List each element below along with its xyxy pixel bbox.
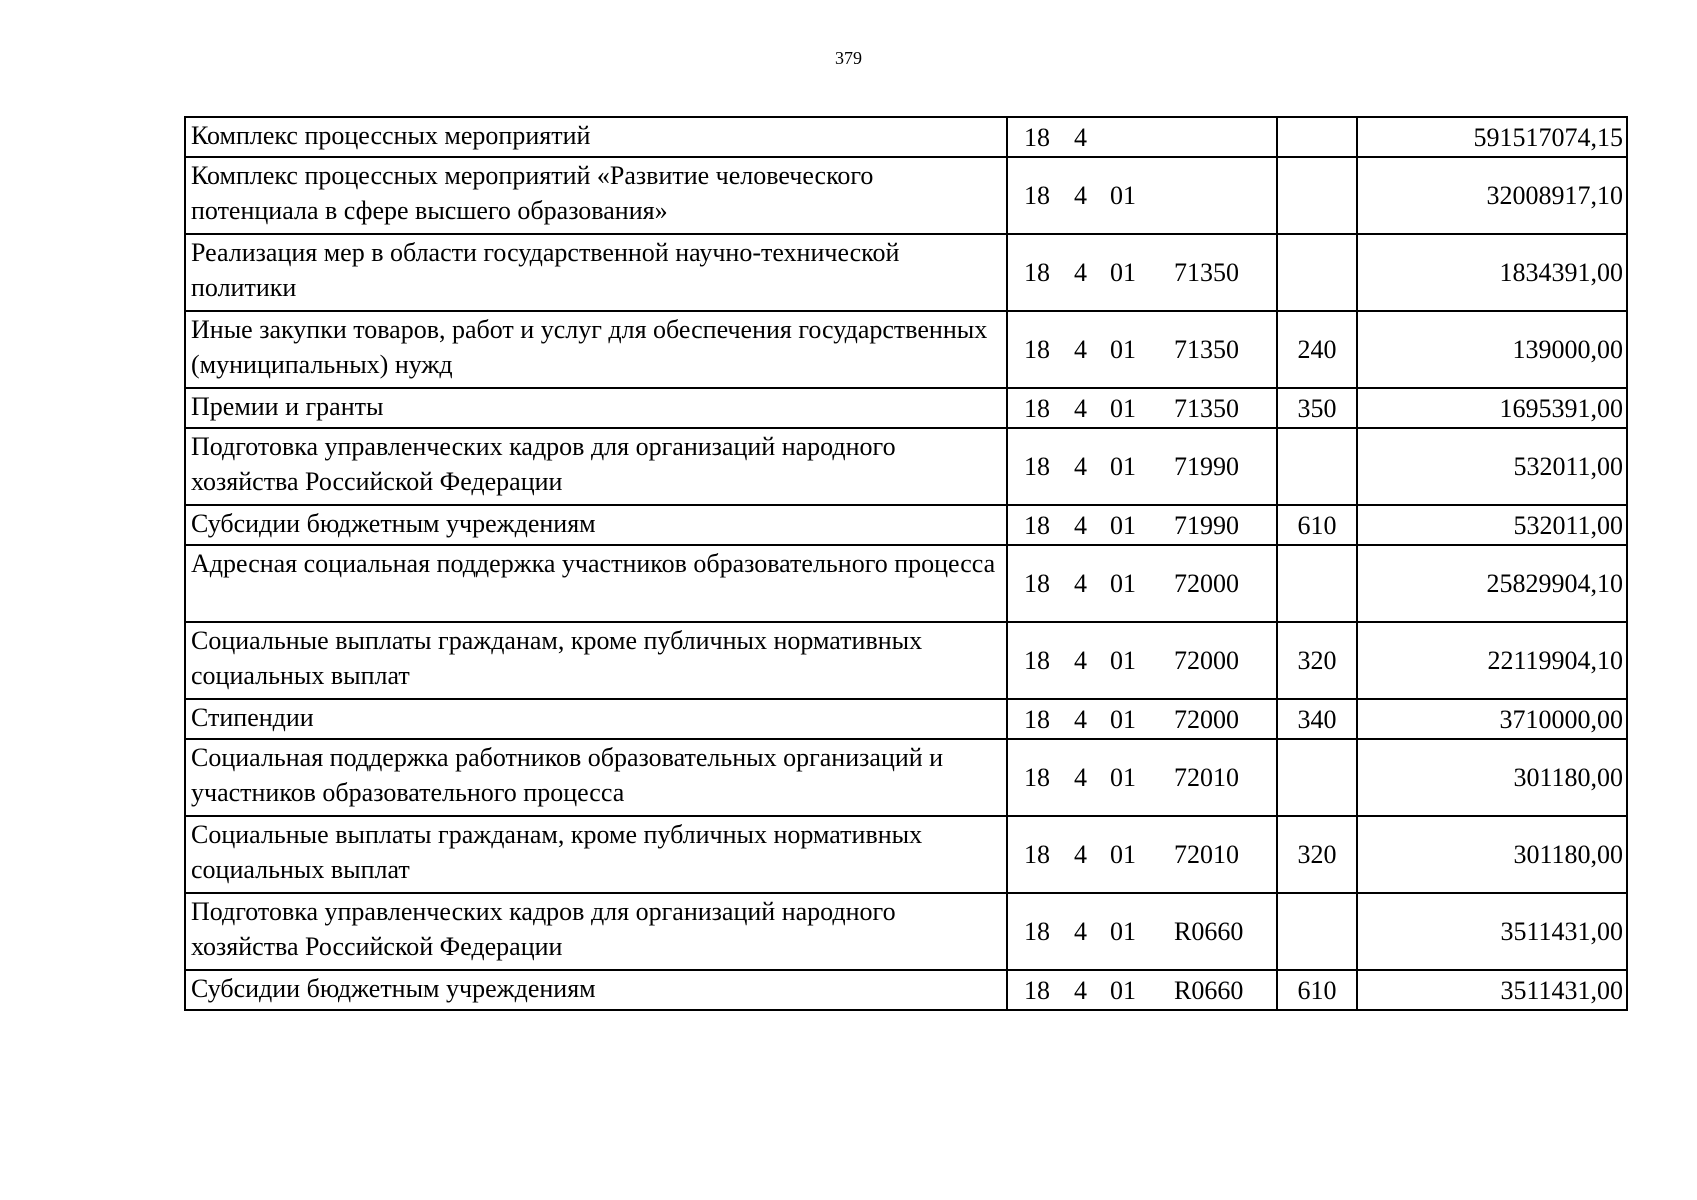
code-type: 4 xyxy=(1074,510,1087,540)
table-row xyxy=(185,505,1627,545)
row-name: Комплекс процессных мероприятий «Развитие человеческого потенциала в сфере высшего образования» xyxy=(185,157,1007,234)
row-name: Реализация мер в области государственной научно-технической политики xyxy=(185,234,1007,311)
row-expense-type xyxy=(1277,234,1357,311)
code-type: 4 xyxy=(1074,452,1087,481)
row-amount: 22119904,10 xyxy=(1357,622,1627,699)
row-amount: 532011,00 xyxy=(1357,428,1627,505)
code-program: 18 xyxy=(1024,452,1050,481)
code-type: 4 xyxy=(1074,840,1087,869)
row-expense-type xyxy=(1277,545,1357,622)
code-structure: 01 xyxy=(1110,452,1136,481)
code-type: 4 xyxy=(1074,122,1087,152)
row-amount: 139000,00 xyxy=(1357,311,1627,388)
code-program: 18 xyxy=(1024,122,1050,152)
table-row xyxy=(185,428,1627,505)
row-name: Премии и гранты xyxy=(185,388,1007,428)
row-name: Субсидии бюджетным учреждениям xyxy=(185,505,1007,545)
table-row xyxy=(185,234,1627,311)
code-type: 4 xyxy=(1074,181,1087,210)
row-expense-type: 340 xyxy=(1277,699,1357,739)
row-code xyxy=(1007,505,1277,545)
row-expense-type xyxy=(1277,739,1357,816)
row-code xyxy=(1007,157,1277,234)
row-code xyxy=(1007,545,1277,622)
code-type: 4 xyxy=(1074,646,1087,675)
table-row xyxy=(185,816,1627,893)
row-name: Комплекс процессных мероприятий xyxy=(185,117,1007,157)
row-name: Социальные выплаты гражданам, кроме публичных нормативных социальных выплат xyxy=(185,816,1007,893)
code-direction: R0660 xyxy=(1174,917,1244,946)
code-program: 18 xyxy=(1024,646,1050,675)
code-direction: 72000 xyxy=(1174,569,1239,598)
table-row xyxy=(185,739,1627,816)
page-number: 379 xyxy=(835,48,862,68)
row-amount: 301180,00 xyxy=(1357,739,1627,816)
row-name: Иные закупки товаров, работ и услуг для обеспечения государственных (муниципальных) нужд xyxy=(185,311,1007,388)
row-expense-type xyxy=(1277,428,1357,505)
row-code xyxy=(1007,622,1277,699)
table-row xyxy=(185,545,1627,622)
row-amount: 3511431,00 xyxy=(1357,970,1627,1010)
code-direction: 71990 xyxy=(1174,510,1239,540)
row-code xyxy=(1007,970,1277,1010)
code-structure: 01 xyxy=(1110,917,1136,946)
row-name: Субсидии бюджетным учреждениям xyxy=(185,970,1007,1010)
code-direction: 72000 xyxy=(1174,704,1239,734)
code-program: 18 xyxy=(1024,393,1050,423)
code-program: 18 xyxy=(1024,181,1050,210)
table-row xyxy=(185,893,1627,970)
code-structure: 01 xyxy=(1110,646,1136,675)
row-name: Социальная поддержка работников образовательных организаций и участников образовательного процесса xyxy=(185,739,1007,816)
code-structure: 01 xyxy=(1110,763,1136,792)
code-structure: 01 xyxy=(1110,393,1136,423)
code-program: 18 xyxy=(1024,258,1050,287)
row-expense-type: 240 xyxy=(1277,311,1357,388)
row-expense-type: 320 xyxy=(1277,622,1357,699)
table-row xyxy=(185,699,1627,739)
code-structure: 01 xyxy=(1110,335,1136,364)
table-row xyxy=(185,970,1627,1010)
code-program: 18 xyxy=(1024,763,1050,792)
row-expense-type xyxy=(1277,157,1357,234)
code-direction: 71350 xyxy=(1174,335,1239,364)
code-program: 18 xyxy=(1024,840,1050,869)
code-type: 4 xyxy=(1074,258,1087,287)
row-code xyxy=(1007,816,1277,893)
code-program: 18 xyxy=(1024,975,1050,1005)
code-direction: 72010 xyxy=(1174,763,1239,792)
code-type: 4 xyxy=(1074,335,1087,364)
row-amount: 3511431,00 xyxy=(1357,893,1627,970)
code-direction: 71350 xyxy=(1174,393,1239,423)
row-code xyxy=(1007,893,1277,970)
row-expense-type: 610 xyxy=(1277,505,1357,545)
row-name: Подготовка управленческих кадров для организаций народного хозяйства Российской Федерации xyxy=(185,893,1007,970)
row-code xyxy=(1007,739,1277,816)
row-code xyxy=(1007,388,1277,428)
row-name: Адресная социальная поддержка участников образовательного процесса xyxy=(185,545,1007,622)
row-name: Стипендии xyxy=(185,699,1007,739)
row-amount: 1695391,00 xyxy=(1357,388,1627,428)
row-amount: 32008917,10 xyxy=(1357,157,1627,234)
table-row xyxy=(185,157,1627,234)
row-expense-type xyxy=(1277,893,1357,970)
table-row xyxy=(185,622,1627,699)
row-name: Социальные выплаты гражданам, кроме публичных нормативных социальных выплат xyxy=(185,622,1007,699)
code-type: 4 xyxy=(1074,763,1087,792)
code-direction: 72010 xyxy=(1174,840,1239,869)
code-program: 18 xyxy=(1024,335,1050,364)
row-expense-type xyxy=(1277,117,1357,157)
code-structure: 01 xyxy=(1110,840,1136,869)
row-amount: 25829904,10 xyxy=(1357,545,1627,622)
code-structure: 01 xyxy=(1110,704,1136,734)
code-program: 18 xyxy=(1024,569,1050,598)
table-row xyxy=(185,117,1627,157)
code-type: 4 xyxy=(1074,569,1087,598)
row-amount: 301180,00 xyxy=(1357,816,1627,893)
row-code xyxy=(1007,234,1277,311)
code-structure: 01 xyxy=(1110,181,1136,210)
row-code xyxy=(1007,428,1277,505)
row-expense-type: 320 xyxy=(1277,816,1357,893)
code-structure: 01 xyxy=(1110,510,1136,540)
row-expense-type: 350 xyxy=(1277,388,1357,428)
code-structure: 01 xyxy=(1110,258,1136,287)
code-direction: 71990 xyxy=(1174,452,1239,481)
row-code xyxy=(1007,117,1277,157)
code-type: 4 xyxy=(1074,975,1087,1005)
code-type: 4 xyxy=(1074,917,1087,946)
table-row xyxy=(185,311,1627,388)
table-row xyxy=(185,388,1627,428)
code-program: 18 xyxy=(1024,917,1050,946)
code-program: 18 xyxy=(1024,704,1050,734)
row-amount: 1834391,00 xyxy=(1357,234,1627,311)
row-amount: 591517074,15 xyxy=(1357,117,1627,157)
row-expense-type: 610 xyxy=(1277,970,1357,1010)
code-program: 18 xyxy=(1024,510,1050,540)
code-direction: 72000 xyxy=(1174,646,1239,675)
row-amount: 532011,00 xyxy=(1357,505,1627,545)
row-code xyxy=(1007,311,1277,388)
code-structure: 01 xyxy=(1110,975,1136,1005)
code-direction: R0660 xyxy=(1174,975,1244,1005)
budget-table xyxy=(184,116,1628,1011)
code-type: 4 xyxy=(1074,393,1087,423)
code-direction: 71350 xyxy=(1174,258,1239,287)
row-code xyxy=(1007,699,1277,739)
row-name: Подготовка управленческих кадров для организаций народного хозяйства Российской Федерации xyxy=(185,428,1007,505)
code-structure: 01 xyxy=(1110,569,1136,598)
row-amount: 3710000,00 xyxy=(1357,699,1627,739)
code-type: 4 xyxy=(1074,704,1087,734)
